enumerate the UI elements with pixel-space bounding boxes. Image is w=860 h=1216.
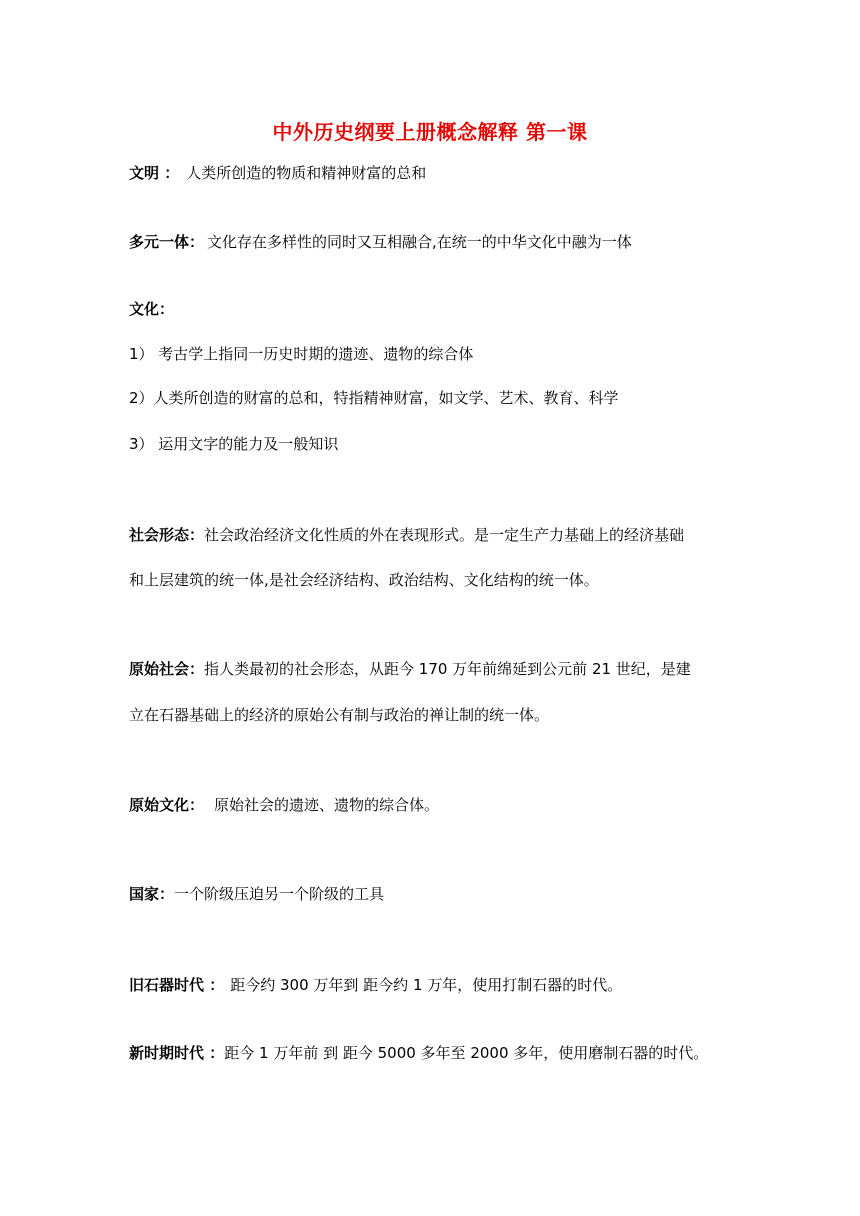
term-paleolithic: 旧石器时代 ： xyxy=(129,976,225,994)
entry-paleolithic xyxy=(129,975,622,995)
entry-primitive-culture xyxy=(129,795,439,815)
entry-social-formation xyxy=(129,525,684,545)
entry-civilization xyxy=(129,163,426,183)
definition-paleolithic: 距今约 300 万年到 距今约 1 万年，使用打制石器的时代。 xyxy=(230,976,623,994)
entry-neolithic xyxy=(129,1043,708,1063)
term-social-formation: 社会形态： xyxy=(129,526,205,544)
term-neolithic: 新时期时代 ： xyxy=(129,1044,225,1062)
definition-primitive-society-line1: 指人类最初的社会形态，从距今 170 万年前绵延到公元前 21 世纪，是建 xyxy=(204,660,691,678)
entry-pluralistic-unity xyxy=(129,232,632,252)
definition-civilization: 人类所创造的物质和精神财富的总和 xyxy=(186,164,427,182)
term-pluralistic-unity: 多元一体： xyxy=(129,233,205,251)
definition-pluralistic-unity: 文化存在多样性的同时又互相融合,在统一的中华文化中融为一体 xyxy=(207,233,632,251)
entry-state xyxy=(129,884,384,904)
term-culture: 文化： xyxy=(129,300,175,318)
term-primitive-society: 原始社会： xyxy=(129,660,205,678)
term-state: 国家： xyxy=(129,885,175,903)
definition-social-formation-line1: 社会政治经济文化性质的外在表现形式。是一定生产力基础上的经济基础 xyxy=(204,526,685,544)
culture-item-2: 2）人类所创造的财富的总和，特指精神财富，如文学、艺术、教育、科学 xyxy=(129,389,619,407)
entry-primitive-society xyxy=(129,659,691,679)
definition-neolithic: 距今 1 万年前 到 距今 5000 多年至 2000 多年，使用磨制石器的时代。 xyxy=(224,1044,709,1062)
entry-culture xyxy=(129,299,174,319)
document-title: 中外历史纲要上册概念解释 第一课 xyxy=(272,120,588,144)
term-primitive-culture: 原始文化： xyxy=(129,796,205,814)
definition-social-formation-line2: 和上层建筑的统一体,是社会经济结构、政治结构、文化结构的统一体。 xyxy=(129,571,599,589)
definition-state: 一个阶级压迫另一个阶级的工具 xyxy=(174,885,385,903)
definition-primitive-society-line2: 立在石器基础上的经济的原始公有制与政治的禅让制的统一体。 xyxy=(129,706,550,724)
culture-item-1: 1） 考古学上指同一历史时期的遗迹、遗物的综合体 xyxy=(129,345,474,363)
culture-item-3: 3） 运用文字的能力及一般知识 xyxy=(129,435,339,453)
term-civilization: 文明 ： xyxy=(129,164,180,182)
definition-primitive-culture: 原始社会的遗迹、遗物的综合体。 xyxy=(214,796,440,814)
